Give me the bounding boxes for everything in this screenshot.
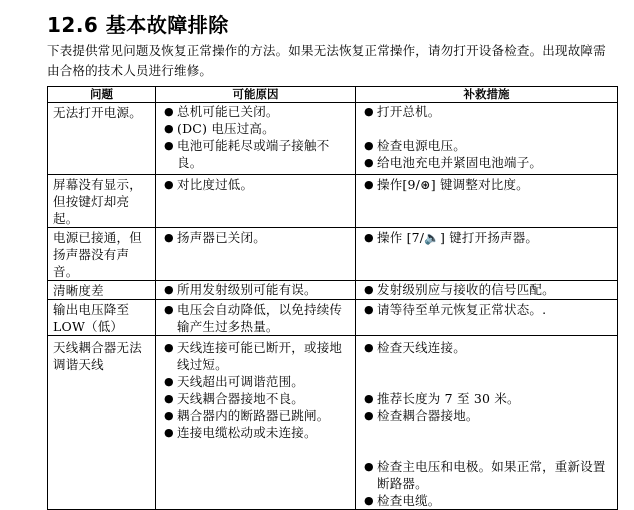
cause-item: ● 对比度过低。	[164, 177, 254, 192]
remedy-cell	[356, 336, 618, 510]
remedy-item: ● 操作 [7/🔈] 键打开扬声器。	[364, 230, 539, 245]
remedy-item: ● 请等待至单元恢复正常状态。.	[364, 302, 547, 317]
remedy-spacer	[356, 424, 617, 441]
bullet-icon: ●	[364, 156, 374, 169]
cause-item: ● 扬声器已关闭。	[164, 230, 266, 245]
cause-item: ● 总机可能已关闭。	[164, 104, 279, 119]
cause-cell	[156, 228, 356, 281]
remedy-cell	[356, 300, 618, 336]
bullet-icon: ●	[364, 139, 374, 152]
bullet-icon: ●	[164, 178, 174, 191]
remedy-spacer	[356, 356, 617, 373]
cause-cell	[156, 281, 356, 300]
problem-cell: 屏幕没有显示，但按键灯却亮起。	[48, 175, 156, 228]
remedy-spacer	[356, 373, 617, 390]
remedy-cell	[356, 281, 618, 300]
cause-cell	[156, 175, 356, 228]
bullet-icon: ●	[364, 341, 374, 354]
cause-item: ● 电压会自动降低，以免持续传输产生过多热量。	[164, 302, 343, 334]
cause-item: ● 天线超出可调谐范围。	[164, 374, 305, 389]
bullet-icon: ●	[164, 283, 174, 296]
problem-cell: 天线耦合器无法调谐天线	[48, 336, 156, 510]
bullet-icon: ●	[164, 375, 174, 388]
cause-item: ● (DC) 电压过高。	[164, 121, 275, 136]
bullet-icon: ●	[364, 231, 374, 244]
remedy-spacer	[356, 441, 617, 458]
bullet-icon: ●	[364, 303, 374, 316]
cause-item: ● 所用发射级别可能有误。	[164, 282, 317, 297]
bullet-icon: ●	[364, 178, 374, 191]
bullet-icon: ●	[164, 392, 174, 405]
remedy-item: ● 检查耦合器接地。	[364, 408, 479, 423]
cause-item: ● 天线耦合器接地不良。	[164, 391, 305, 406]
cause-cell	[156, 336, 356, 510]
cause-item: ● 耦合器内的断路器已跳闸。	[164, 408, 330, 423]
table-row	[48, 175, 618, 228]
bullet-icon: ●	[164, 231, 174, 244]
bullet-icon: ●	[364, 409, 374, 422]
header-cause: 可能原因	[156, 87, 356, 103]
header-problem: 问题	[48, 87, 156, 103]
bullet-icon: ●	[364, 283, 374, 296]
bullet-icon: ●	[164, 105, 174, 118]
bullet-icon: ●	[164, 139, 174, 152]
section-title: 12.6 基本故障排除	[47, 13, 229, 37]
bullet-icon: ●	[364, 105, 374, 118]
remedy-item: ● 检查主电压和电极。如果正常，重新设置断路器。	[364, 459, 606, 491]
table-row	[48, 228, 618, 281]
remedy-item: ● 检查电缆。	[364, 493, 441, 508]
table-row	[48, 103, 618, 175]
cause-item: ● 电池可能耗尽或端子接触不良。	[164, 138, 330, 170]
table-header-row	[48, 87, 618, 103]
remedy-item: ● 操作[9/⊛] 键调整对比度。	[364, 177, 529, 192]
remedy-cell	[356, 103, 618, 175]
cause-cell	[156, 103, 356, 175]
problem-cell: 输出电压降至 LOW（低）	[48, 300, 156, 336]
table-row	[48, 336, 618, 510]
bullet-icon: ●	[364, 392, 374, 405]
remedy-item: ● 给电池充电并紧固电池端子。	[364, 155, 543, 170]
problem-cell: 无法打开电源。	[48, 103, 156, 175]
bullet-icon: ●	[364, 494, 374, 507]
remedy-cell	[356, 175, 618, 228]
bullet-icon: ●	[164, 341, 174, 354]
intro-paragraph: 下表提供常见问题及恢复正常操作的方法。如果无法恢复正常操作，请勿打开设备检查。出现故障需由合格的技术人员进行维修。	[47, 43, 606, 78]
bullet-icon: ●	[164, 122, 174, 135]
remedy-item: ● 检查电源电压。	[364, 138, 466, 153]
header-remedy: 补救措施	[356, 87, 618, 103]
bullet-icon: ●	[164, 409, 174, 422]
cause-cell	[156, 300, 356, 336]
remedy-item: ● 打开总机。	[364, 104, 441, 119]
bullet-icon: ●	[164, 426, 174, 439]
table-row	[48, 300, 618, 336]
remedy-item: ● 发射级别应与接收的信号匹配。	[364, 282, 555, 297]
cause-item: ● 连接电缆松动或未连接。	[164, 425, 317, 440]
bullet-icon: ●	[164, 303, 174, 316]
bullet-icon: ●	[364, 460, 374, 473]
remedy-item: ● 推荐长度为 7 至 30 米。	[364, 391, 520, 406]
table-row	[48, 281, 618, 300]
cause-item: ● 天线连接可能已断开，或接地线过短。	[164, 340, 343, 372]
troubleshooting-table	[47, 86, 618, 510]
remedy-cell	[356, 228, 618, 281]
remedy-item: ● 检查天线连接。	[364, 340, 466, 355]
problem-cell: 清晰度差	[48, 281, 156, 300]
remedy-spacer	[356, 120, 617, 137]
problem-cell: 电源已接通，但扬声器没有声音。	[48, 228, 156, 281]
